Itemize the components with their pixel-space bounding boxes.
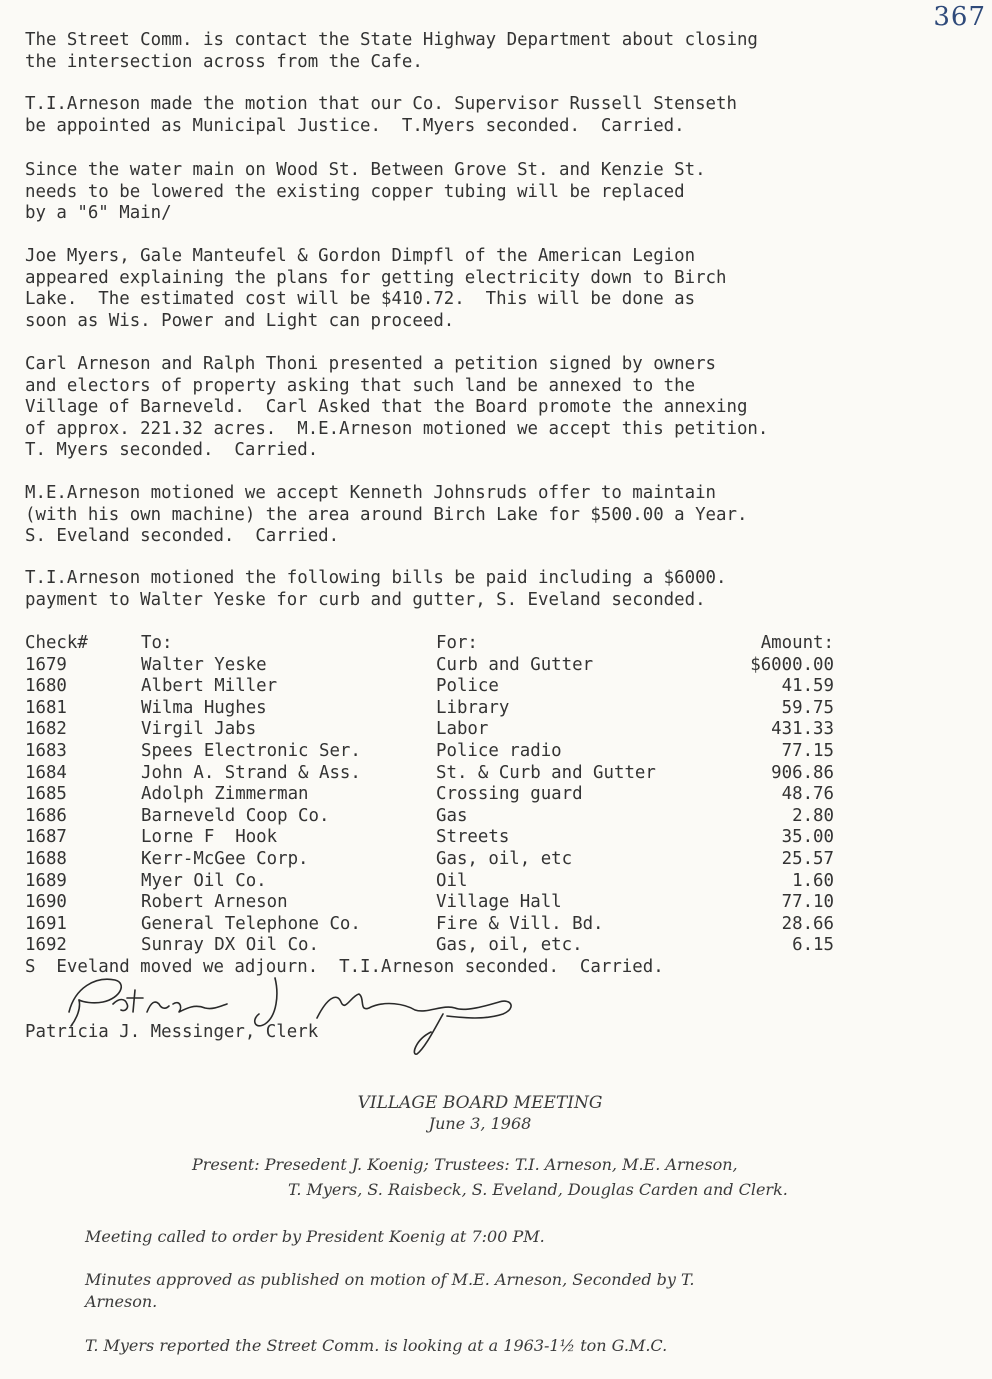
table-row [25,741,834,763]
clerk-name: Patricia J. Messinger, Clerk [25,1022,319,1042]
check-number: 1681 [25,697,67,718]
purpose: Library [436,697,510,718]
table-row [25,784,834,806]
table-row [25,914,834,936]
check-number: 1688 [25,848,67,869]
payee: Kerr-McGee Corp. [141,848,309,869]
check-number: 1692 [25,935,67,956]
amount: 2.80 [792,805,834,826]
payee: Lorne F Hook [141,827,278,848]
meeting-date: June 3, 1968 [428,1114,532,1133]
check-number: 1690 [25,892,67,913]
amount: 59.75 [781,697,834,718]
clerk-signature [55,968,535,1058]
payee: Spees Electronic Ser. [141,740,361,761]
amount: 431.33 [771,719,834,740]
paragraph-american-legion: Joe Myers, Gale Manteufel & Gordon Dimpfl of the American Legion appeared explaining the plans for getting electricity down to Birch Lake. The estimated cost will be $410.72. This will be done as soon as Wis. Power and Light can proceed. [25,246,727,331]
present-line-1: Present: Presedent J. Koenig; Trustees: T.I. Arneson, M.E. Arneson, [192,1155,738,1174]
purpose: Fire & Vill. Bd. [436,913,604,934]
purpose: Crossing guard [436,784,583,805]
payee: Adolph Zimmerman [141,784,309,805]
purpose: Streets [436,827,510,848]
check-number: 1682 [25,719,67,740]
paragraph-birch-lake-maintenance: M.E.Arneson motioned we accept Kenneth Johnsruds offer to maintain (with his own machine) the area around Birch Lake for $500.00 a Year. S. Eveland seconded. Carried. [25,483,748,546]
purpose: Village Hall [436,892,562,913]
amount: 35.00 [781,827,834,848]
header-check: Check# [25,633,88,653]
table-row [25,655,834,677]
bills-table [25,633,834,957]
table-row [25,676,834,698]
payee: Sunray DX Oil Co. [141,935,319,956]
header-for: For: [436,633,478,653]
street-comm-report: T. Myers reported the Street Comm. is looking at a 1963-1½ ton G.M.C. [85,1336,668,1355]
purpose: Gas, oil, etc [436,848,573,869]
purpose: Curb and Gutter [436,654,594,675]
payee: John A. Strand & Ass. [141,762,361,783]
table-row [25,849,834,871]
payee: Robert Arneson [141,892,288,913]
purpose: Oil [436,870,468,891]
amount: 41.59 [781,676,834,697]
page-number: 367 [933,2,986,32]
purpose: Gas [436,805,468,826]
minutes-approved-line-1: Minutes approved as published on motion of M.E. Arneson, Seconded by T. [85,1270,695,1289]
bills-header-row [25,633,834,655]
payee: Myer Oil Co. [141,870,267,891]
call-to-order: Meeting called to order by President Koenig at 7:00 PM. [85,1227,545,1246]
payee: General Telephone Co. [141,913,361,934]
table-row [25,827,834,849]
amount: $6000.00 [750,654,834,675]
payee: Walter Yeske [141,654,267,675]
adjourn-motion: S Eveland moved we adjourn. T.I.Arneson seconded. Carried. [25,957,664,977]
purpose: Labor [436,719,489,740]
payee: Virgil Jabs [141,719,257,740]
amount: 28.66 [781,913,834,934]
check-number: 1686 [25,805,67,826]
present-line-2: T. Myers, S. Raisbeck, S. Eveland, Douglas Carden and Clerk. [288,1180,788,1199]
purpose: St. & Curb and Gutter [436,762,656,783]
check-number: 1679 [25,654,67,675]
header-to: To: [141,633,173,653]
paragraph-municipal-justice: T.I.Arneson made the motion that our Co. Supervisor Russell Stenseth be appointed as Municipal Justice. T.Myers seconded. Carried. [25,94,737,136]
check-number: 1680 [25,676,67,697]
amount: 77.10 [781,892,834,913]
purpose: Gas, oil, etc. [436,935,583,956]
meeting-heading: VILLAGE BOARD MEETING [357,1093,603,1113]
amount: 6.15 [792,935,834,956]
header-amount: Amount: [760,633,834,653]
table-row [25,935,834,957]
check-number: 1685 [25,784,67,805]
paragraph-bills-motion: T.I.Arneson motioned the following bills be paid including a $6000. payment to Walter Yeske for curb and gutter, S. Eveland seconded. [25,568,727,610]
amount: 48.76 [781,784,834,805]
table-row [25,871,834,893]
table-row [25,719,834,741]
purpose: Police radio [436,740,562,761]
purpose: Police [436,676,499,697]
paragraph-street-comm: The Street Comm. is contact the State Highway Department about closing the intersection across from the Cafe. [25,30,758,72]
check-number: 1689 [25,870,67,891]
check-number: 1684 [25,762,67,783]
payee: Wilma Hughes [141,697,267,718]
table-row [25,763,834,785]
amount: 25.57 [781,848,834,869]
table-row [25,698,834,720]
minutes-approved-line-2: Arneson. [85,1292,158,1311]
amount: 906.86 [771,762,834,783]
paragraph-annexation-petition: Carl Arneson and Ralph Thoni presented a petition signed by owners and electors of property asking that such land be annexed to the Village of Barneveld. Carl Asked that the Board promote the annexing of approx. 221.32 acres. M.E.Arneson motioned we accept this petition. T. Myers seconded. Carried. [25,354,769,460]
paragraph-water-main: Since the water main on Wood St. Between Grove St. and Kenzie St. needs to be lowered the existing copper tubing will be replaced by a "6" Main/ [25,160,706,223]
payee: Barneveld Coop Co. [141,805,330,826]
payee: Albert Miller [141,676,278,697]
amount: 77.15 [781,740,834,761]
check-number: 1683 [25,740,67,761]
check-number: 1691 [25,913,67,934]
check-number: 1687 [25,827,67,848]
table-row [25,892,834,914]
amount: 1.60 [792,870,834,891]
table-row [25,806,834,828]
